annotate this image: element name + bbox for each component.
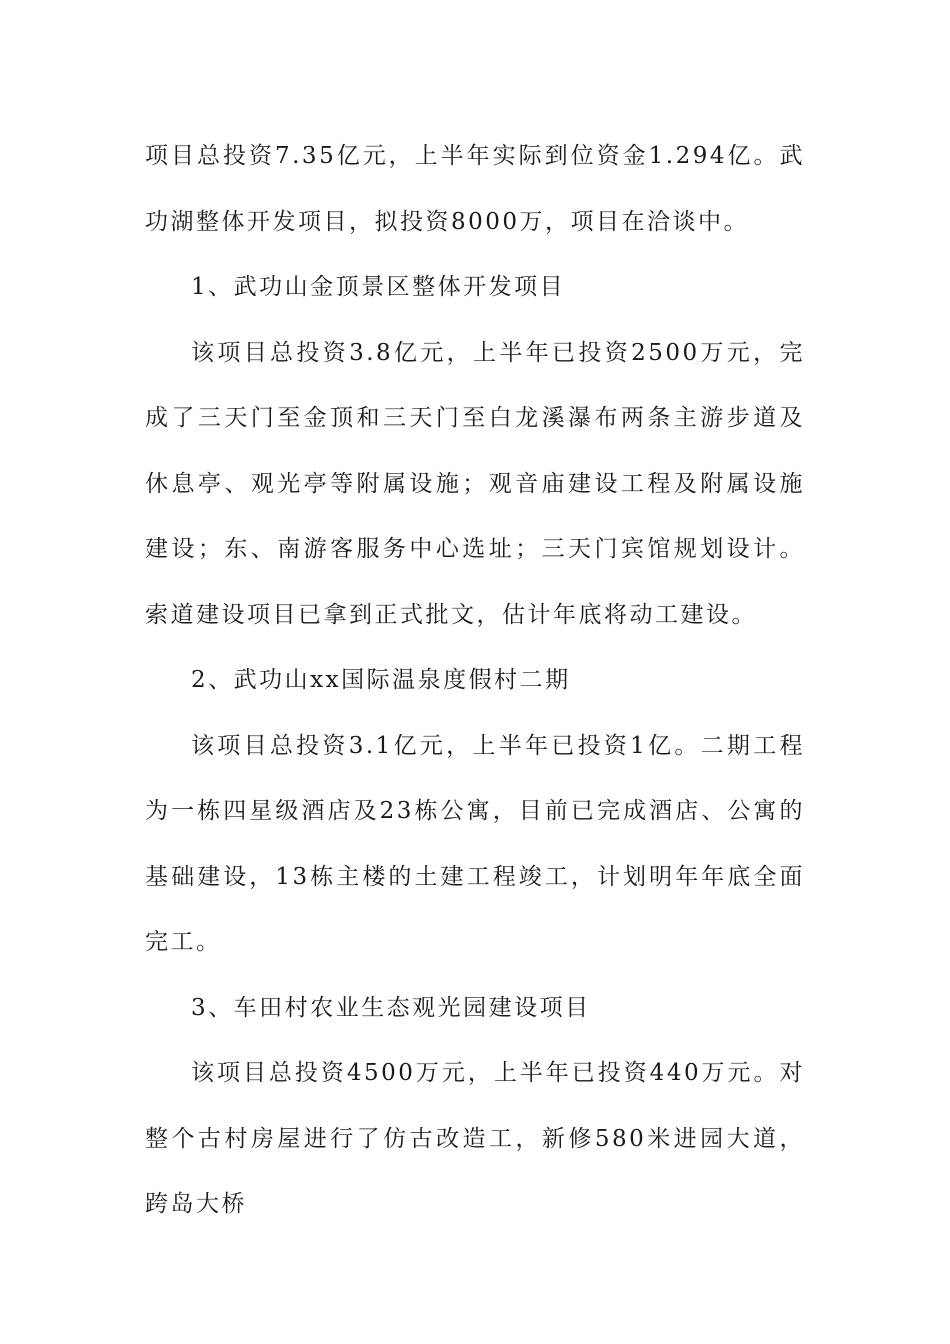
paragraph-jinding-scenic-area: 该项目总投资3.8亿元，上半年已投资2500万元，完成了三天门至金顶和三天门至白龙溪瀑布两条主游步道及休息亭、观光亭等附属设施；观音庙建设工程及附属设施建设；东、南游客服务中心选址；三天门宾馆规划设计。索道建设项目已拿到正式批文，估计年底将动工建设。 bbox=[145, 339, 805, 628]
document-body bbox=[145, 124, 805, 1238]
paragraph-chetian-eco-park: 该项目总投资4500万元，上半年已投资440万元。对整个古村房屋进行了仿古改造工，新修580米进园大道，跨岛大桥 bbox=[145, 1060, 805, 1217]
heading-chetian-eco-park: 3、车田村农业生态观光园建设项目 bbox=[191, 994, 591, 1021]
paragraph-project-investment-summary: 项目总投资7.35亿元，上半年实际到位资金1.294亿。武功湖整体开发项目，拟投资8000万，项目在洽谈中。 bbox=[145, 143, 805, 235]
heading-hot-spring-resort: 2、武功山xx国际温泉度假村二期 bbox=[191, 667, 571, 693]
paragraph-hot-spring-resort: 该项目总投资3.1亿元，上半年已投资1亿。二期工程为一栋四星级酒店及23栋公寓，目前已完成酒店、公寓的基础建设，13栋主楼的土建工程竣工，计划明年年底全面完工。 bbox=[145, 732, 805, 955]
heading-jinding-scenic-area: 1、武功山金顶景区整体开发项目 bbox=[191, 274, 566, 300]
